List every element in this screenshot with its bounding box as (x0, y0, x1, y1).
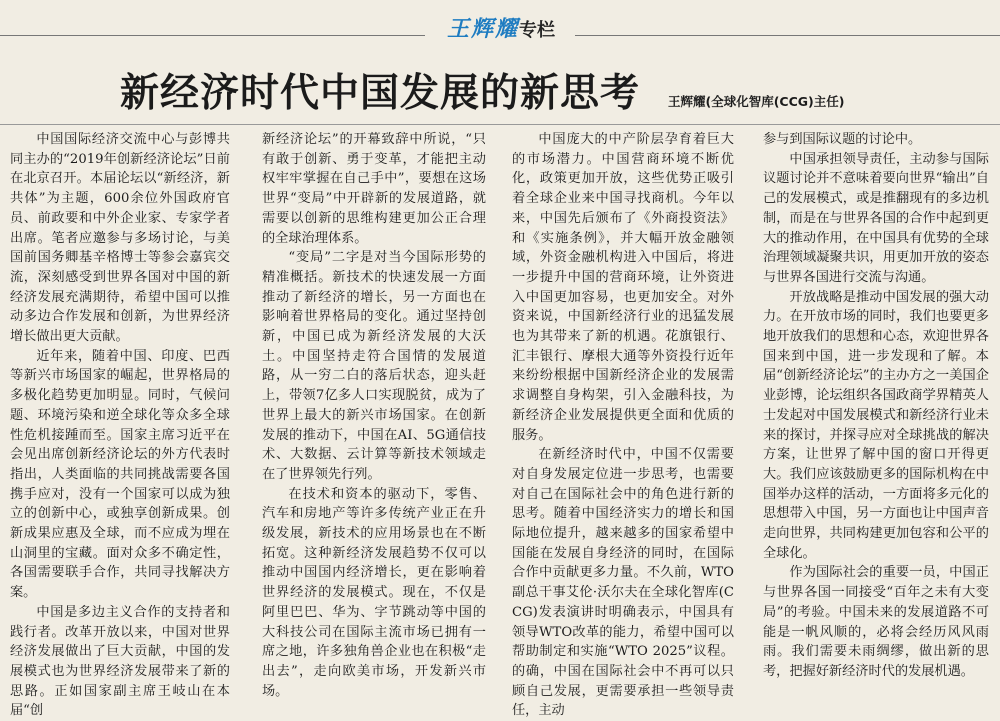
article-column-1 (10, 130, 230, 719)
paragraph: 中国国际经济交流中心与彭博共同主办的“2019年创新经济论坛”日前在北京召开。本届论坛以“新经济，新共体”为主题，600余位外国政府官员、前政要和中外企业家、专家学者出席。笔者应邀参与多场讨论，与美国前国务卿基辛格博士等参会嘉宾交流，深刻感受到世界各国对中国的新经济发展充满期待，希望中国可以推动多边合作发展和创新，为世界经济增长做出更大贡献。 (10, 132, 230, 345)
paragraph: “变局”二字是对当今国际形势的精准概括。新技术的快速发展一方面推动了新经济的增长，另一方面也在影响着世界格局的变化。通过坚持创新，中国已成为新经济发展的大沃土。中国坚持走符合国情的发展道路，从一穷二白的落后状态，迎头赶上，带领7亿多人口实现脱贫，成为了世界上最大的新兴市场国家。在创新发展的推动下，中国在AI、5G通信技术、大数据、云计算等新技术领域走在了世界领先行列。 (262, 250, 486, 482)
header-rule-left (0, 35, 425, 36)
header-rule-right (575, 35, 1000, 36)
paragraph: 在新经济时代中，中国不仅需要对自身发展定位进一步思考，也需要对自己在国际社会中的角色进行新的思考。随着中国经济实力的增长和国际地位提升，越来越多的国家希望中国能在发展自身经济的同时，在国际合作中贡献更多力量。不久前，WTO副总干事艾伦·沃尔夫在全球化智库(CCG)发表演讲时明确表示，中国具有领导WTO改革的能力，希望中国可以帮助制定和实施“WTO 2025”议程。的确，中国在国际社会中不再可以只顾自己发展，更需要承担一些领导责任，主动 (512, 447, 734, 719)
column-header (0, 6, 1000, 46)
paragraph-continued: 参与到国际议题的讨论中。 (763, 132, 922, 147)
paragraph: 中国是多边主义合作的支持者和践行者。改革开放以来，中国对世界经济发展做出了巨大贡献，中国的发展模式也为世界经济发展带来了新的思路。正如国家副主席王岐山在本届“创 (10, 604, 230, 719)
paragraph: 作为国际社会的重要一员，中国正与世界各国一同接受“百年之未有大变局”的考验。中国未来的发展道路不可能是一帆风顺的，必将会经历风风雨雨。我们需要未雨绸缪，做出新的思考，把握好新经济时代的发展机遇。 (763, 565, 989, 679)
article-column-2 (262, 130, 486, 699)
article-column-3 (512, 130, 734, 719)
headline-rule (0, 124, 1000, 125)
paragraph-continued: 新经济论坛”的开幕致辞中所说，“只有敢于创新、勇于变革，才能把主动权牢牢掌握在自己手中”，要想在这场世界“变局”中开辟新的发展道路，就需要以创新的思维构建更加公正合理的全球治理体系。 (262, 132, 486, 246)
paragraph: 近年来，随着中国、印度、巴西等新兴市场国家的崛起，世界格局的多极化趋势更加明显。同时，气候问题、环境污染和逆全球化等众多全球性危机接踵而至。国家主席习近平在会见出席创新经济论坛的外方代表时指出，人类面临的共同挑战需要各国携手应对，没有一个国家可以成为独立的创新中心，或独享创新成果。创新成果应惠及全球，而不应成为埋在山洞里的宝藏。面对众多不确定性，各国需要联手合作，共同寻找解决方案。 (10, 348, 230, 601)
article-column-4 (763, 130, 989, 679)
byline: 王辉耀(全球化智库(CCG)主任) (668, 94, 845, 109)
paragraph: 在技术和资本的驱动下，零售、汽车和房地产等许多传统产业正在升级发展，新技术的应用场景也在不断拓宽。这种新经济发展趋势不仅可以推动中国国内经济增长，更在影响着世界经济的发展模式。现在，不仅是阿里巴巴、华为、字节跳动等中国的大科技公司在国际主流市场已拥有一席之地，许多独角兽企业也在积极“走出去”，走向欧美市场，开发新兴市场。 (262, 486, 486, 699)
paragraph: 开放战略是推动中国发展的强大动力。在开放市场的同时，我们也要更多地开放我们的思想和心态，欢迎世界各国来到中国，进一步发现和了解。本届“创新经济论坛”的主办方之一美国企业彭博，论坛组织各国政商学界精英人士发起对中国发展模式和新经济行业未来的探讨，并探寻应对全球挑战的解决方案，让世界了解中国的窗口开得更大。我们应该鼓励更多的国际机构在中国举办这样的活动，一方面将多元化的思想带入中国，另一方面也让中国声音走向世界，共同构建更加包容和公平的全球化。 (763, 289, 989, 561)
column-label (428, 16, 574, 44)
paragraph: 中国庞大的中产阶层孕育着巨大的市场潜力。中国营商环境不断优化，政策更加开放，这些优势正吸引着全球企业来中国寻找商机。今年以来，中国先后颁布了《外商投资法》和《实施条例》，并大幅开放金融领域，外资金融机构进入中国后，将进一步提升中国的营商环境，让外资进入中国更加容易，也更加安全。对外资来说，中国新经济行业的迅猛发展也为其带来了新的机遇。花旗银行、汇丰银行、摩根大通等外资投行近年来纷纷根据中国新经济企业的发展需求调整自身构架，引入金融科技，为新经济企业发展提供更全面和优质的服务。 (512, 132, 734, 443)
headline: 新经济时代中国发展的新思考 (120, 71, 641, 116)
column-author-name: 王辉耀 (446, 16, 519, 42)
column-word: 专栏 (519, 20, 555, 41)
paragraph: 中国承担领导责任，主动参与国际议题讨论并不意味着要向世界“输出”自己的发展模式，或是推翻现有的多边机制，而是在与世界各国的合作中起到更大的推动作用，在中国具有优势的全球治理领域凝聚共识，用更加开放的姿态与世界各国进行交流与沟通。 (763, 151, 989, 285)
